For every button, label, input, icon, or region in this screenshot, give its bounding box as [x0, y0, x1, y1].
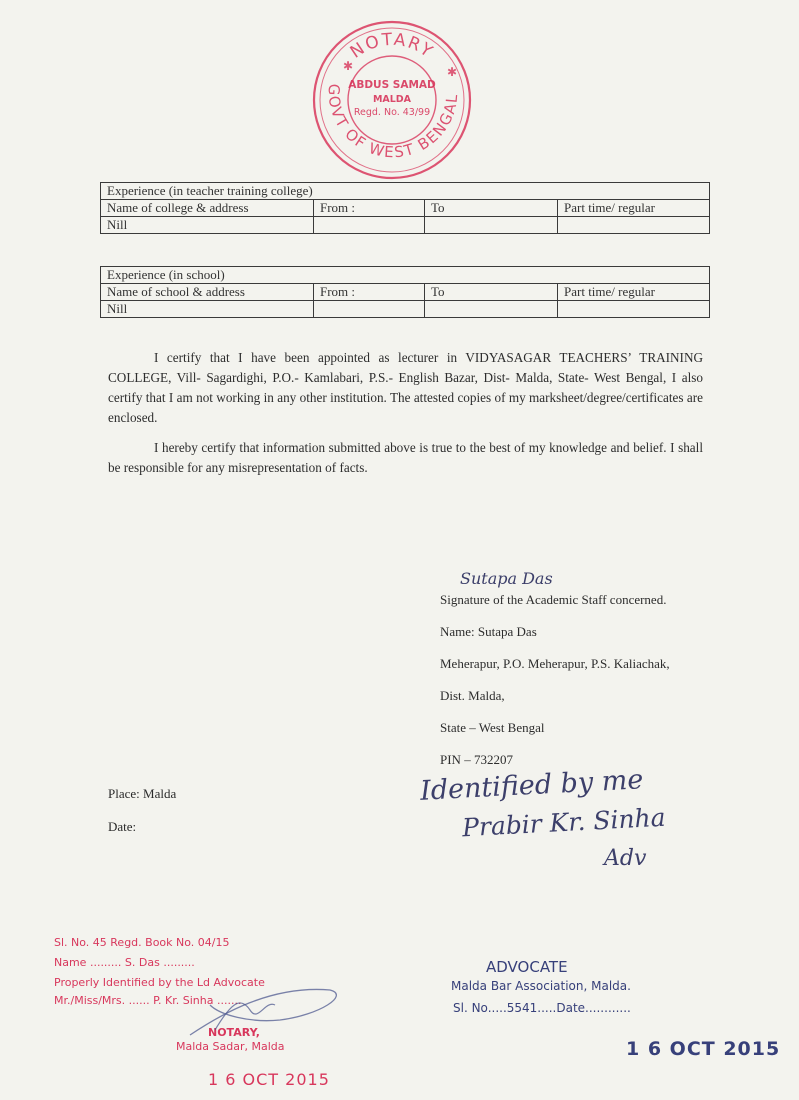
- table-title-row: [101, 267, 710, 284]
- register-sl-line: Sl. No. 45 Regd. Book No. 04/15: [54, 936, 230, 949]
- handwritten-signature: Sutapa Das: [460, 569, 553, 588]
- header-type: Part time/ regular: [558, 284, 710, 301]
- cell-type: [558, 217, 710, 234]
- address-pin: PIN – 732207: [440, 752, 513, 767]
- header-type: Part time/ regular: [558, 200, 710, 217]
- signature-caption: Signature of the Academic Staff concerned.: [440, 592, 667, 607]
- header-name: Name of college & address: [101, 200, 314, 217]
- advocate-title: ADVOCATE: [486, 958, 568, 976]
- register-identified-line: Properly Identified by the Ld Advocate: [54, 976, 265, 989]
- advocate-date-stamp: 1 6 OCT 2015: [626, 1038, 781, 1060]
- header-to: To: [425, 284, 558, 301]
- register-name-line: Name ......... S. Das .........: [54, 956, 195, 969]
- notary-seal-graphic: [307, 18, 477, 183]
- advocate-name-handwritten: Prabir Kr. Sinha: [461, 802, 667, 843]
- header-from: From :: [314, 200, 425, 217]
- address-line-1: Meherapur, P.O. Meherapur, P.S. Kaliachak,: [440, 656, 670, 671]
- staff-name: Name: Sutapa Das: [440, 624, 537, 639]
- notary-signature-scribble-icon: [180, 975, 350, 1045]
- advocate-association: Malda Bar Association, Malda.: [451, 979, 631, 993]
- certification-paragraph-2: [108, 438, 703, 478]
- table-row: [101, 217, 710, 234]
- seal-top-text: NOTARY: [346, 29, 438, 63]
- table-header-row: [101, 200, 710, 217]
- date-label: Date:: [108, 819, 137, 834]
- address-state: State – West Bengal: [440, 720, 545, 735]
- header-from: From :: [314, 284, 425, 301]
- cell-type: [558, 301, 710, 318]
- seal-regd: Regd. No. 43/99: [353, 107, 431, 118]
- register-date-stamp: 1 6 OCT 2015: [208, 1070, 330, 1089]
- experience-college-table: [100, 182, 710, 234]
- certification-paragraph-1: [108, 348, 703, 428]
- cell-name: Nill: [101, 301, 314, 318]
- identified-by-line: Identified by me: [419, 764, 645, 807]
- cell-from: [314, 217, 425, 234]
- adv-handwritten: Adv: [604, 846, 647, 871]
- certification-text-1: I certify that I have been appointed as lecturer in VIDYASAGAR TEACHERS’ TRAINING COLLEGE, Vill- Sagardighi, P.O.- Kamlabari, P.S.- English Bazar, Dist- Malda, State- West Bengal, I also certify that I am not working in any other institution. The attested copies of my marksheet/degree/certificates are enclosed.: [108, 350, 703, 425]
- seal-place: MALDA: [372, 94, 412, 105]
- notary-seal: [307, 18, 477, 183]
- certification-text-2: I hereby certify that information submitted above is true to the best of my knowledge and belief. I shall be responsible for any misrepresentation of facts.: [108, 440, 703, 475]
- register-mr-line: Mr./Miss/Mrs. ...... P. Kr. Sinha .......: [54, 994, 242, 1007]
- header-name: Name of school & address: [101, 284, 314, 301]
- seal-star-left-icon: ✱: [343, 59, 354, 73]
- seal-star-right-icon: ✱: [447, 65, 458, 79]
- address-line-2: Dist. Malda,: [440, 688, 505, 703]
- cell-from: [314, 301, 425, 318]
- cell-name: Nill: [101, 217, 314, 234]
- svg-text:NOTARY: [347, 30, 438, 63]
- cell-to: [425, 301, 558, 318]
- experience-school-table: [100, 266, 710, 318]
- table-row: [101, 301, 710, 318]
- header-to: To: [425, 200, 558, 217]
- table-title-row: [101, 183, 710, 200]
- advocate-sl-line: Sl. No.....5541.....Date............: [453, 1001, 631, 1015]
- register-notary-title: NOTARY,: [208, 1026, 260, 1039]
- table-title: Experience (in teacher training college): [101, 183, 710, 200]
- cell-to: [425, 217, 558, 234]
- seal-name: ABDUS SAMAD: [348, 79, 436, 91]
- seal-ring-text: GOVT OF WEST BENGAL: [324, 83, 462, 162]
- table-title: Experience (in school): [101, 267, 710, 284]
- register-place: Malda Sadar, Malda: [176, 1040, 285, 1053]
- table-header-row: [101, 284, 710, 301]
- place-label: Place: Malda: [108, 786, 177, 801]
